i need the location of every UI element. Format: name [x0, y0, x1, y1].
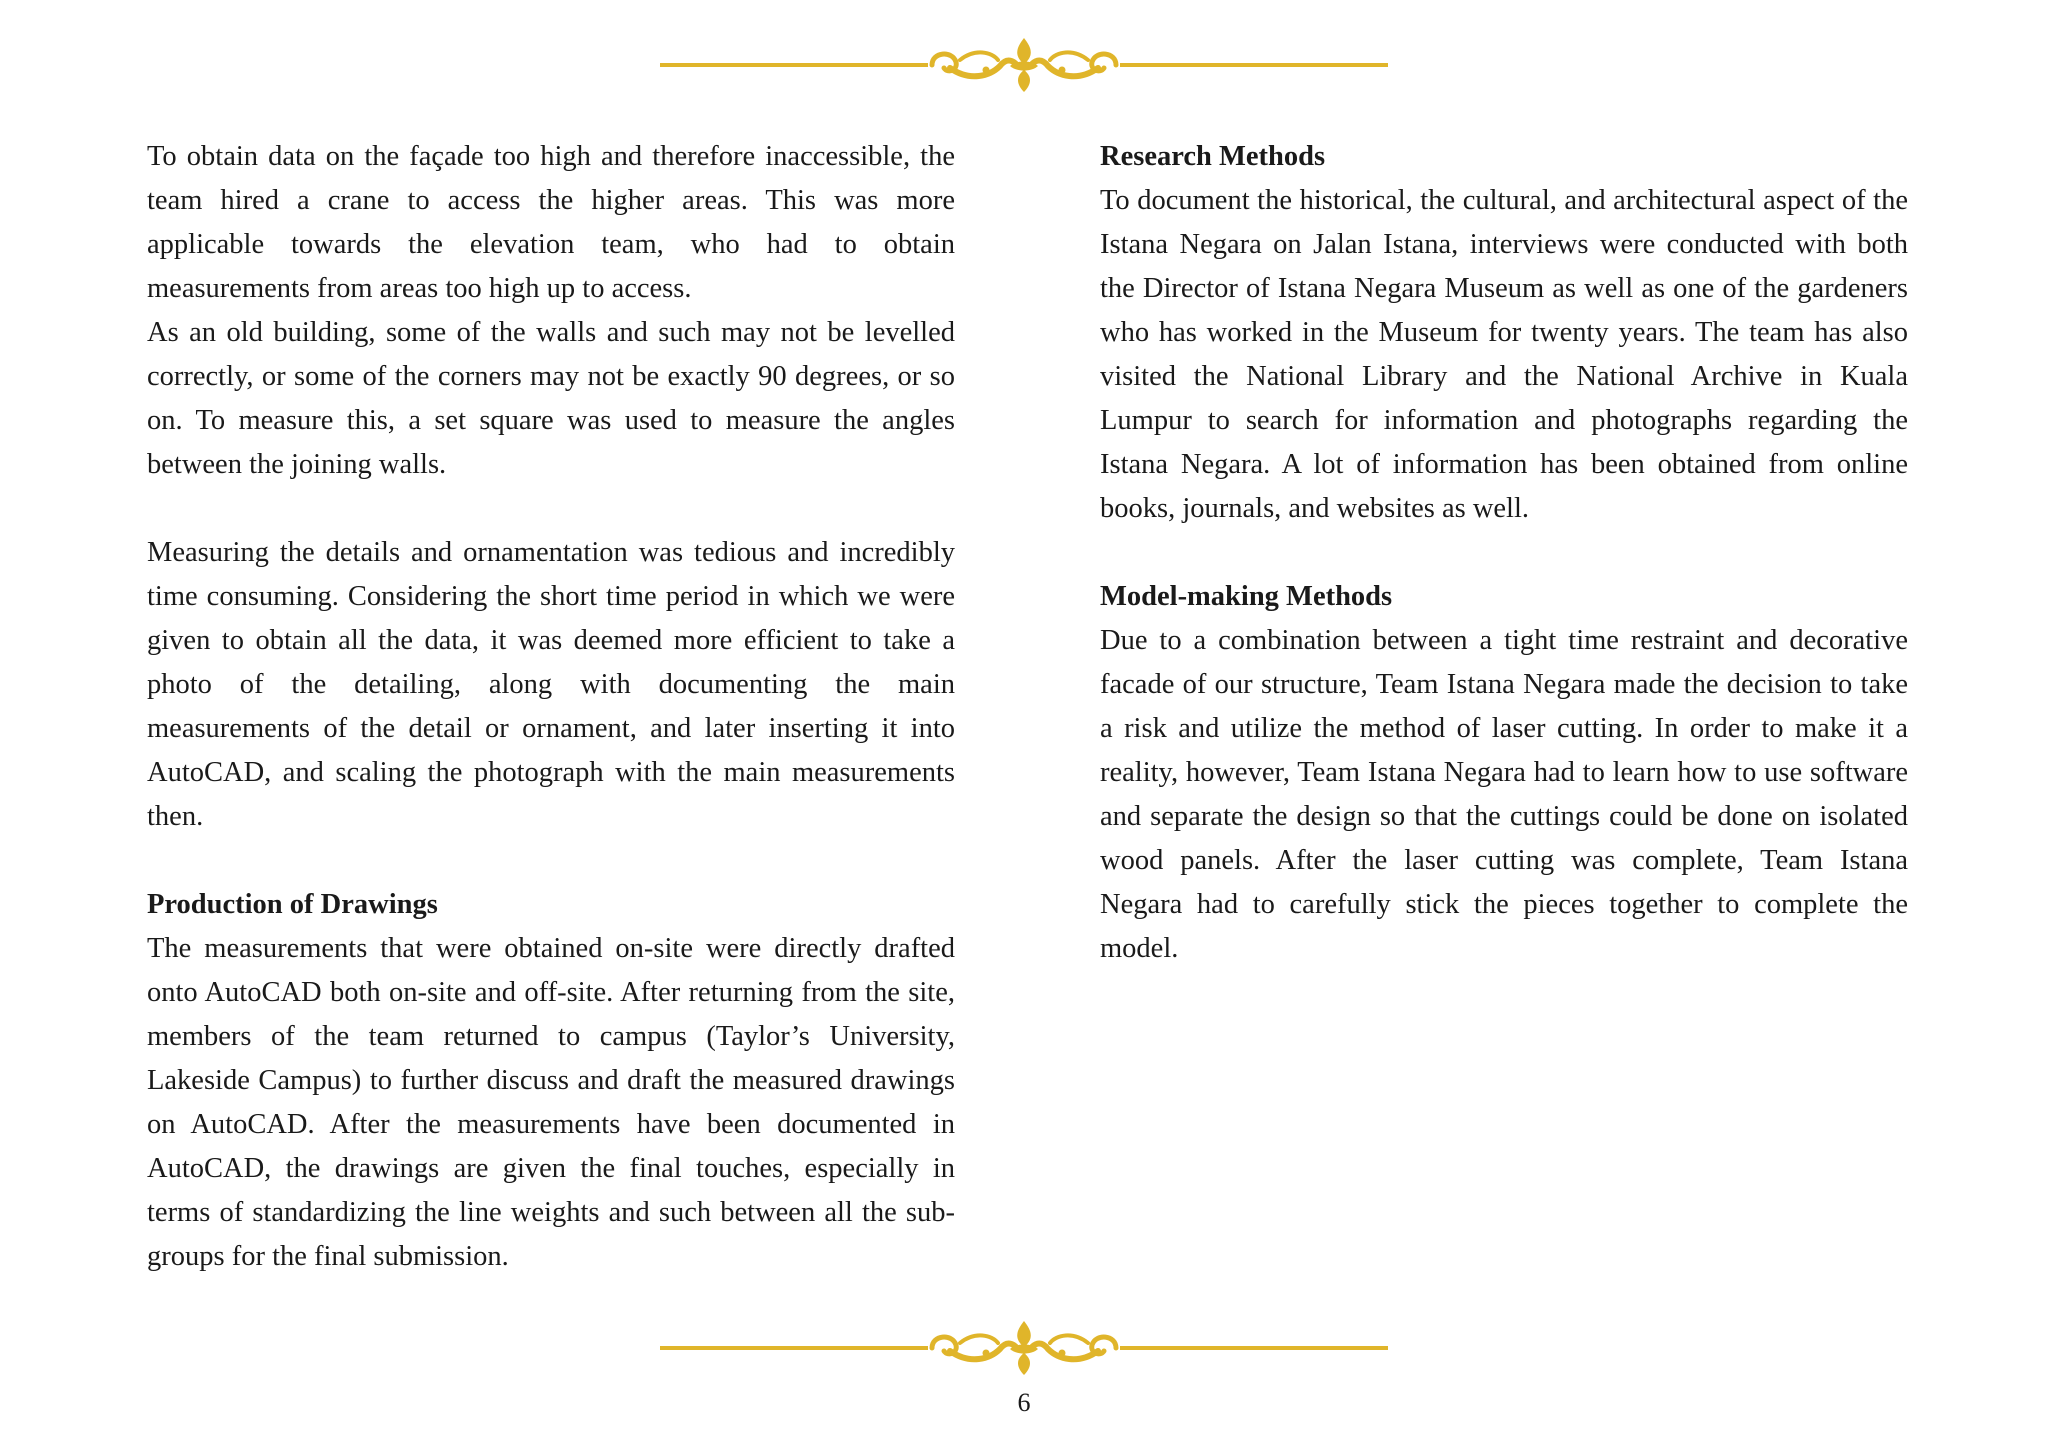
page-number: 6: [1017, 1388, 1031, 1417]
right-column: [1100, 135, 1908, 971]
top-ornament-icon: [660, 30, 1388, 100]
left-column: [147, 135, 955, 1279]
heading-production-of-drawings: Production of Drawings: [147, 889, 438, 920]
heading-model-making-methods: Model-making Methods: [1100, 581, 1393, 612]
paragraph-drawings: The measurements that were obtained on-site were directly drafted onto AutoCAD both on-site and off-site. After returning from the site, members of the team returned to campus (Taylor’s University, Lakeside Campus) to further discuss and draft the measured drawings on AutoCAD. After the measurements have been documented in AutoCAD, the drawings are given the final touches, especially in terms of standardizing the line weights and such between all the sub-groups for the final submission.: [147, 933, 955, 1272]
paragraph-old-building: As an old building, some of the walls and such may not be levelled correctly, or some of the corners may not be exactly 90 degrees, or so on. To measure this, a set square was used to measure the angles between the joining walls.: [147, 317, 955, 480]
bottom-ornament-icon: [660, 1313, 1388, 1383]
heading-research-methods: Research Methods: [1100, 141, 1326, 172]
paragraph-ornamentation: Measuring the details and ornamentation was tedious and incredibly time consuming. Considering the short time period in which we were given to obtain all the data, it was deemed more efficient to take a photo of the detailing, along with documenting the main measurements of the detail or ornament, and later inserting it into AutoCAD, and scaling the photograph with the main measurements then.: [147, 537, 955, 832]
paragraph-research: To document the historical, the cultural, and architectural aspect of the Istana Negara on Jalan Istana, interviews were conducted with both the Director of Istana Negara Museum as well as one of the gardeners who has worked in the Museum for twenty years. The team has also visited the National Library and the National Archive in Kuala Lumpur to search for information and photographs regarding the Istana Negara. A lot of information has been obtained from online books, journals, and websites as well.: [1100, 185, 1908, 524]
paragraph-crane: To obtain data on the façade too high and therefore inaccessible, the team hired a crane to access the higher areas. This was more applicable towards the elevation team, who had to obtain measurements from areas too high up to access.: [147, 141, 955, 304]
paragraph-model: Due to a combination between a tight time restraint and decorative facade of our structure, Team Istana Negara made the decision to take a risk and utilize the method of laser cutting. In order to make it a reality, however, Team Istana Negara had to learn how to use software and separate the design so that the cuttings could be done on isolated wood panels. After the laser cutting was complete, Team Istana Negara had to carefully stick the pieces together to complete the model.: [1100, 625, 1908, 964]
